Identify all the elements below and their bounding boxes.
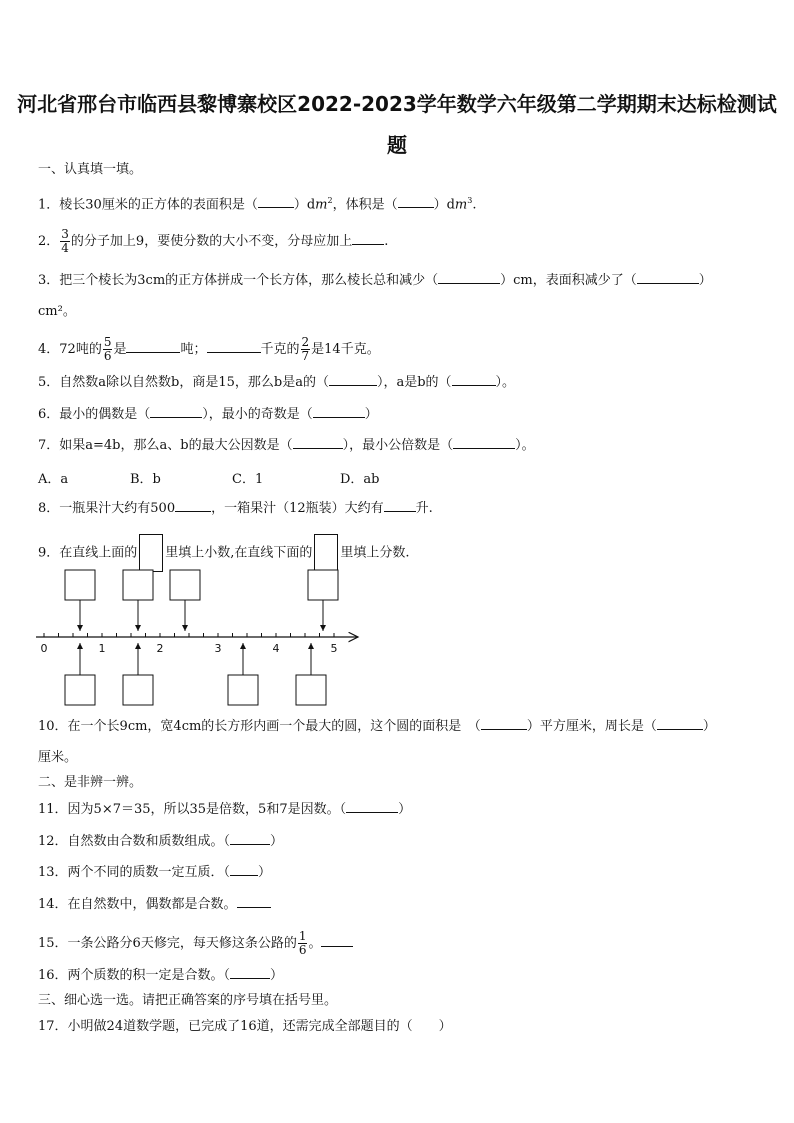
answer-blank[interactable] [293,435,343,449]
number-line-diagram [30,565,370,710]
decimal-answer-box[interactable] [123,570,153,631]
answer-blank[interactable] [237,894,271,908]
choice-b[interactable]: B．b [130,472,161,487]
question-3: 3．把三个棱长为3cm的正方体拼成一个长方体，那么棱长总和减少（ ）cm，表面积减少了（ ） [38,270,712,291]
question-6: 6．最小的偶数是（ ），最小的奇数是（ ） [38,404,378,425]
question-5: 5．自然数a除以自然数b，商是15，那么b是a的（ ），a是b的（ ）。 [38,372,515,393]
answer-blank[interactable] [452,372,496,386]
answer-blank[interactable] [313,404,365,418]
answer-blank[interactable] [321,933,353,947]
page-title: 河北省邢台市临西县黎博寨校区2022-2023学年数学六年级第二学期期末达标检测试 [17,92,777,116]
question-13: 13．两个不同的质数一定互质．（ ） [38,862,271,883]
fraction: $\frac{3}{4}$ [61,227,69,255]
answer-blank[interactable] [438,270,500,284]
answer-blank[interactable] [126,339,180,353]
question-12: 12．自然数由合数和质数组成。（ ） [38,831,283,852]
answer-blank[interactable] [175,498,211,512]
answer-blank[interactable] [384,498,416,512]
question-9: 9．在直线上面的 里填上小数,在直线下面的 里填上分数. [38,534,410,572]
section-heading-1: 一、认真填一填。 [38,162,143,177]
answer-blank[interactable] [481,716,527,730]
question-16: 16．两个质数的积一定是合数。（ ） [38,965,283,986]
number-line-label: 4 [272,642,280,655]
fraction-answer-box[interactable] [65,643,95,705]
fraction: $\frac{2}{7}$ [301,335,310,363]
decimal-answer-box[interactable] [65,570,95,631]
answer-blank[interactable] [453,435,515,449]
section-heading-2: 二、是非辨一辨。 [38,775,143,790]
decimal-answer-box[interactable] [308,570,338,631]
fraction: $\frac{5}{6}$ [103,335,112,363]
choice-a[interactable]: A．a [38,472,69,487]
page-title-continuation: 题 [387,133,407,157]
answer-blank[interactable] [657,716,703,730]
answer-blank[interactable] [398,194,434,208]
number-line-label: 3 [214,642,222,655]
choice-c[interactable]: C．1 [232,472,264,487]
question-2: 2． $\frac{3}{4}$ 的分子加上9，要使分数的大小不变，分母应加上 . [38,227,389,255]
section-heading-3: 三、细心选一选。请把正确答案的序号填在括号里。 [38,993,338,1008]
question-10: 10．在一个长9cm，宽4cm的长方形内画一个最大的圆，这个圆的面积是 （ ）平方厘米，周长是（ ） [38,716,716,737]
question-10-unit: 厘米。 [38,750,78,765]
answer-blank[interactable] [329,372,377,386]
question-17: 17．小明做24道数学题，已完成了16道，还需完成全部题目的（ ） [38,1019,452,1034]
answer-blank[interactable] [258,194,294,208]
answer-blank[interactable] [150,404,202,418]
question-11: 11．因为5×7＝35，所以35是倍数，5和7是因数。（ ） [38,799,411,820]
answer-blank[interactable] [207,339,261,353]
answer-blank[interactable] [230,831,270,845]
fraction: $\frac{1}{6}$ [298,929,307,957]
answer-blank[interactable] [352,231,384,245]
question-8: 8．一瓶果汁大约有500 ，一箱果汁（12瓶装）大约有 升. [38,498,433,519]
question-3-unit: cm²。 [38,304,76,319]
question-1: 1．棱长30厘米的正方体的表面积是（ ）$dm^2$，体积是（ ）$dm^3$. [38,196,477,213]
fraction-answer-box[interactable] [228,643,258,705]
number-line-label: 1 [98,642,106,655]
question-4: 4．72吨的 $\frac{5}{6}$ 是 吨； 千克的 $\frac{2}{7}$ 是14千克。 [38,335,380,363]
number-line-label: 2 [156,642,164,655]
answer-blank[interactable] [230,862,258,876]
question-15: 15．一条公路分6天修完，每天修这条公路的 $\frac{1}{6}$ 。 [38,930,353,957]
question-14: 14．在自然数中，偶数都是合数。 [38,894,271,915]
choice-d[interactable]: D．ab [340,472,380,487]
question-7: 7．如果a=4b，那么a、b的最大公因数是（ ），最小公倍数是（ ）。 [38,435,535,456]
fraction-answer-box[interactable] [123,643,153,705]
number-line-label: 0 [40,642,48,655]
answer-blank[interactable] [637,270,699,284]
answer-blank[interactable] [230,965,270,979]
fraction-answer-box[interactable] [296,643,326,705]
answer-blank[interactable] [346,799,398,813]
number-line-label: 5 [330,642,338,655]
decimal-answer-box[interactable] [170,570,200,631]
